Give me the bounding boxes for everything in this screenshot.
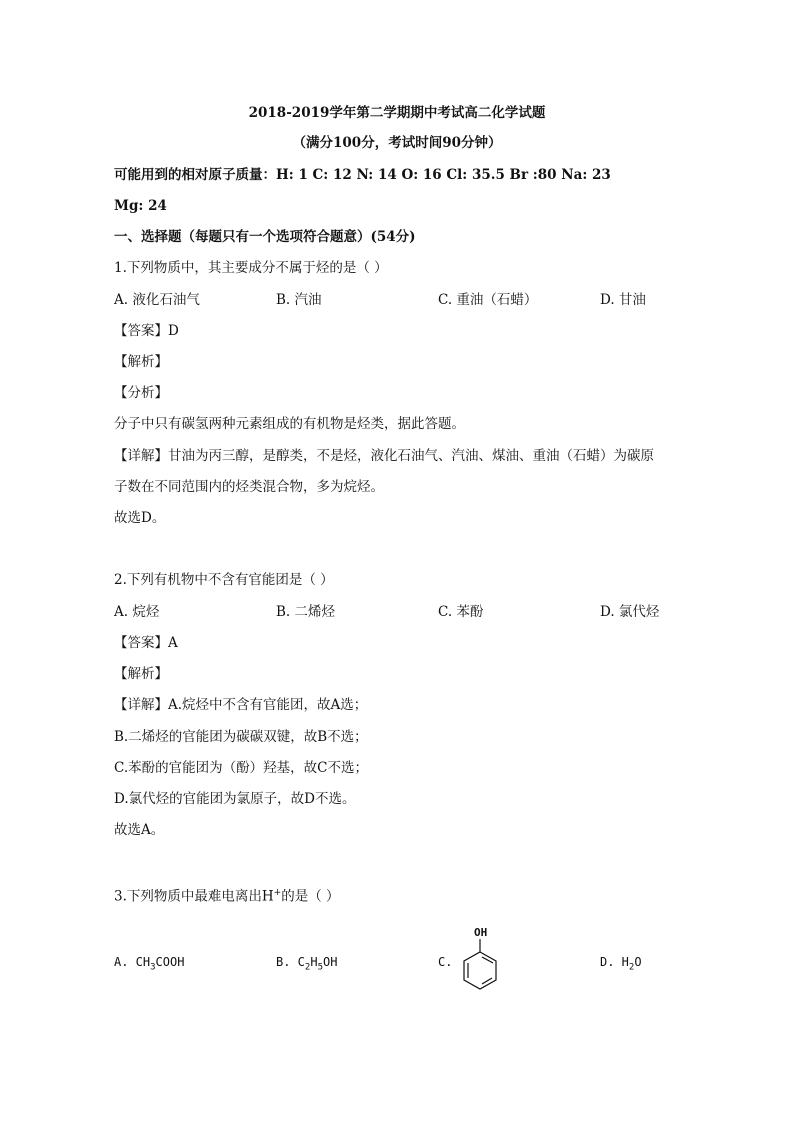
q3-stem-pre: 3.下列物质中最难电离出H xyxy=(114,888,274,905)
q3-option-b-sub1: 2 xyxy=(304,962,311,973)
q3-option-b-pre: B. C xyxy=(276,955,305,969)
q2-option-c: C. 苯酚 xyxy=(438,604,484,620)
q3-option-c-label: C. xyxy=(438,955,453,969)
q3-option-a-sub: 3 xyxy=(150,962,156,973)
q2-option-b: B. 二烯烃 xyxy=(276,604,336,620)
q1-option-d: D. 甘油 xyxy=(600,292,646,308)
q2-jiexi: 【解析】 xyxy=(114,666,168,682)
q2-answer: 【答案】A xyxy=(114,635,178,651)
q2-detail-3: C.苯酚的官能团为（酚）羟基，故C不选； xyxy=(114,760,368,776)
q1-conclusion: 故选D。 xyxy=(114,510,166,526)
q2-stem: 2.下列有机物中不含有官能团是（ ） xyxy=(114,572,334,588)
q3-stem-post: 的是（ ） xyxy=(281,888,340,905)
q1-fenxi: 【分析】 xyxy=(114,385,168,401)
exam-title: 2018-2019学年第二学期期中考试高二化学试题 xyxy=(248,105,546,121)
q3-option-b-mid: H xyxy=(310,955,318,969)
phenol-oh-label: OH xyxy=(474,926,488,939)
q3-option-b-post: OH xyxy=(322,955,338,969)
q2-option-d: D. 氯代烃 xyxy=(600,604,660,620)
q2-conclusion: 故选A。 xyxy=(114,822,165,838)
q3-option-a-pre: A. CH xyxy=(114,955,151,969)
q1-jiexi: 【解析】 xyxy=(114,354,168,370)
q3-option-d xyxy=(600,953,642,976)
phenol-structure xyxy=(458,924,502,1000)
q1-detail-2: 子数在不同范围内的烃类混合物，多为烷烃。 xyxy=(114,479,384,495)
q3-stem xyxy=(114,884,340,906)
exam-subtitle: （满分100分，考试时间90分钟） xyxy=(292,135,502,151)
q1-option-b: B. 汽油 xyxy=(276,292,322,308)
q3-option-a-post: COOH xyxy=(155,955,185,969)
q1-option-c: C. 重油（石蜡） xyxy=(438,292,538,308)
q3-option-d-pre: D. H xyxy=(600,955,629,969)
section-heading: 一、选择题（每题只有一个选项符合题意）(54分) xyxy=(114,229,416,245)
q3-stem-sup: + xyxy=(273,888,282,898)
q2-detail-2: B.二烯烃的官能团为碳碳双键，故B不选； xyxy=(114,729,368,745)
q1-detail-1: 【详解】甘油为丙三醇，是醇类，不是烃，液化石油气、汽油、煤油、重油（石蜡）为碳原 xyxy=(114,448,654,464)
atomic-mass-line-2: Mg: 24 xyxy=(114,198,167,214)
q2-detail-1: 【详解】A.烷烃中不含有官能团，故A选； xyxy=(114,697,368,713)
q3-option-d-post: O xyxy=(634,955,642,969)
benzene-ring xyxy=(464,952,496,989)
q1-analysis: 分子中只有碳氢两种元素组成的有机物是烃类，据此答题。 xyxy=(114,416,465,432)
q3-option-d-sub: 2 xyxy=(628,962,635,973)
q2-detail-4: D.氯代烃的官能团为氯原子，故D不选。 xyxy=(114,791,356,807)
q3-option-b-sub2: 5 xyxy=(317,962,323,973)
q2-option-a: A. 烷烃 xyxy=(114,604,160,620)
q1-stem: 1.下列物质中，其主要成分不属于烃的是（ ） xyxy=(114,260,388,276)
q1-option-a: A. 液化石油气 xyxy=(114,292,200,308)
q3-option-a xyxy=(114,953,184,976)
atomic-mass-line-1: 可能用到的相对原子质量：H: 1 C: 12 N: 14 O: 16 Cl: 35.5 Br :80 Na: 23 xyxy=(114,167,611,183)
q1-answer: 【答案】D xyxy=(114,323,179,339)
q3-option-b xyxy=(276,953,337,976)
